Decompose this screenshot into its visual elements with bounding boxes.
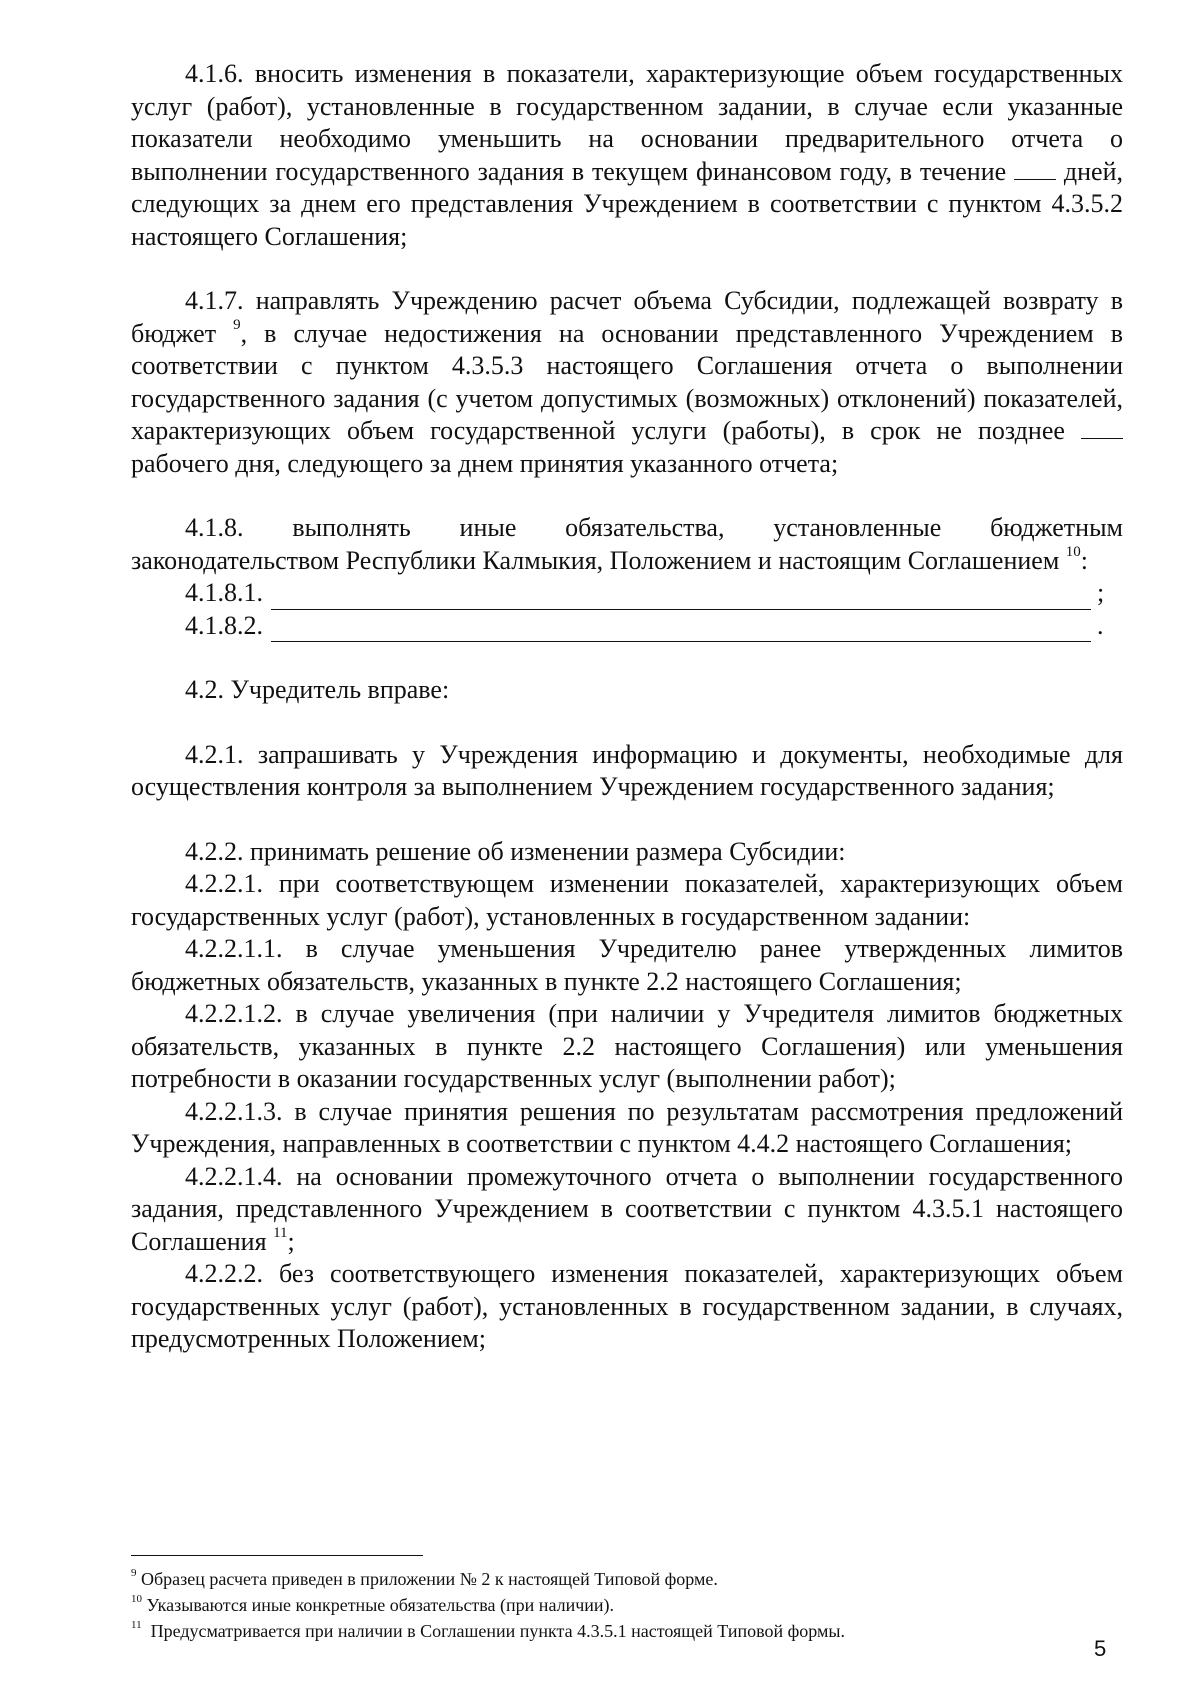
paragraph-4-2-2-1-1: 4.2.2.1.1. в случае уменьшения Учредителю ранее утвержденных лимитов бюджетных обязательств, указанных в пункте 2.2 настоящего Соглашения;	[131, 934, 1123, 996]
paragraph-4-1-8: 4.1.8. выполнять иные обязательства, установленные бюджетным законодательством Республики Калмыкия, Положением и настоящим Соглашением $^{10}$:	[131, 513, 1123, 575]
fill-line-4-1-8-1	[271, 583, 1091, 610]
footnotes	[131, 1555, 1081, 1644]
fill-line-4-1-8-2	[271, 615, 1091, 642]
page-number: 5	[1094, 1636, 1107, 1661]
body-text	[131, 58, 1123, 1356]
paragraph-4-2-2-1: 4.2.2.1. при соответствующем изменении показателей, характеризующих объем государственных услуг (работ), установленных в государственном задании:	[131, 869, 1123, 931]
paragraph-4-1-8-1: 4.1.8.1. ;	[131, 577, 1123, 610]
footnote-10: $^{10}$ Указываются иные конкретные обязательства (при наличии).	[131, 1593, 615, 1615]
paragraph-4-2-1: 4.2.1. запрашивать у Учреждения информацию и документы, необходимые для осуществления контроля за выполнением Учреждением государственного задания;	[131, 739, 1123, 801]
blank-days-field	[1014, 157, 1056, 180]
paragraph-4-2-2-2: 4.2.2.2. без соответствующего изменения показателей, характеризующих объем государственных услуг (работ), установленных в государственном задании, в случаях, предусмотренных Положением;	[131, 1259, 1123, 1353]
footnote-ref-11: 11	[273, 1224, 288, 1241]
paragraph-4-2-2-1-2: 4.2.2.1.2. в случае увеличения (при наличии у Учредителя лимитов бюджетных обязательств, указанных в пункте 2.2 настоящего Соглашения) или уменьшения потребности в оказании государственных услуг (выполнении работ);	[131, 999, 1123, 1093]
paragraph-4-2-2-1-3: 4.2.2.1.3. в случае принятия решения по результатам рассмотрения предложений Учреждения, направленных в соответствии с пунктом 4.4.2 настоящего Соглашения;	[131, 1096, 1123, 1158]
paragraph-4-1-6: 4.1.6. вносить изменения в показатели, характеризующие объем государственных услуг (работ), установленные в государственном задании, в случае если указанные показатели необходимо уменьшить на основании предварительного отчета о выполнении государственного задания в текущем финансовом году, в течение дней, следующих за днем его представления Учреждением в соответствии с пунктом 4.3.5.2 настоящего Соглашения;	[131, 59, 1124, 251]
footnote-9: $^9$ Образец расчета приведен в приложении № 2 к настоящей Типовой форме.	[131, 1567, 718, 1589]
footnote-ref-9: 9	[233, 316, 241, 333]
paragraph-4-2: 4.2. Учредитель вправе:	[185, 675, 450, 704]
blank-workday-field	[1081, 416, 1123, 439]
paragraph-4-2-2-1-4: 4.2.2.1.4. на основании промежуточного отчета о выполнении государственного задания, представленного Учреждением в соответствии с пунктом 4.3.5.1 настоящего Соглашения $^{11}$;	[131, 1161, 1123, 1256]
paragraph-4-1-7: 4.1.7. направлять Учреждению расчет объема Субсидии, подлежащей возврату в бюджет $^9$, в случае недостижения на основании представленного Учреждением в соответствии с пунктом 4.3.5.3 настоящего Соглашения отчета о выполнении государственного задания (с учетом допустимых (возможных) отклонений) показателей, характеризующих объем государственной услуги (работы), в срок не позднее рабочего дня, следующего за днем принятия указанного отчета;	[131, 286, 1124, 478]
paragraph-4-1-8-2: 4.1.8.2. .	[131, 610, 1123, 643]
footnote-11: $^{11}$ Предусматривается при наличии в Соглашении пункта 4.3.5.1 настоящей Типовой формы.	[131, 1619, 845, 1641]
footnote-separator	[131, 1555, 423, 1556]
footnote-ref-10: 10	[1065, 543, 1081, 560]
paragraph-4-2-2: 4.2.2. принимать решение об изменении размера Субсидии:	[185, 836, 846, 866]
